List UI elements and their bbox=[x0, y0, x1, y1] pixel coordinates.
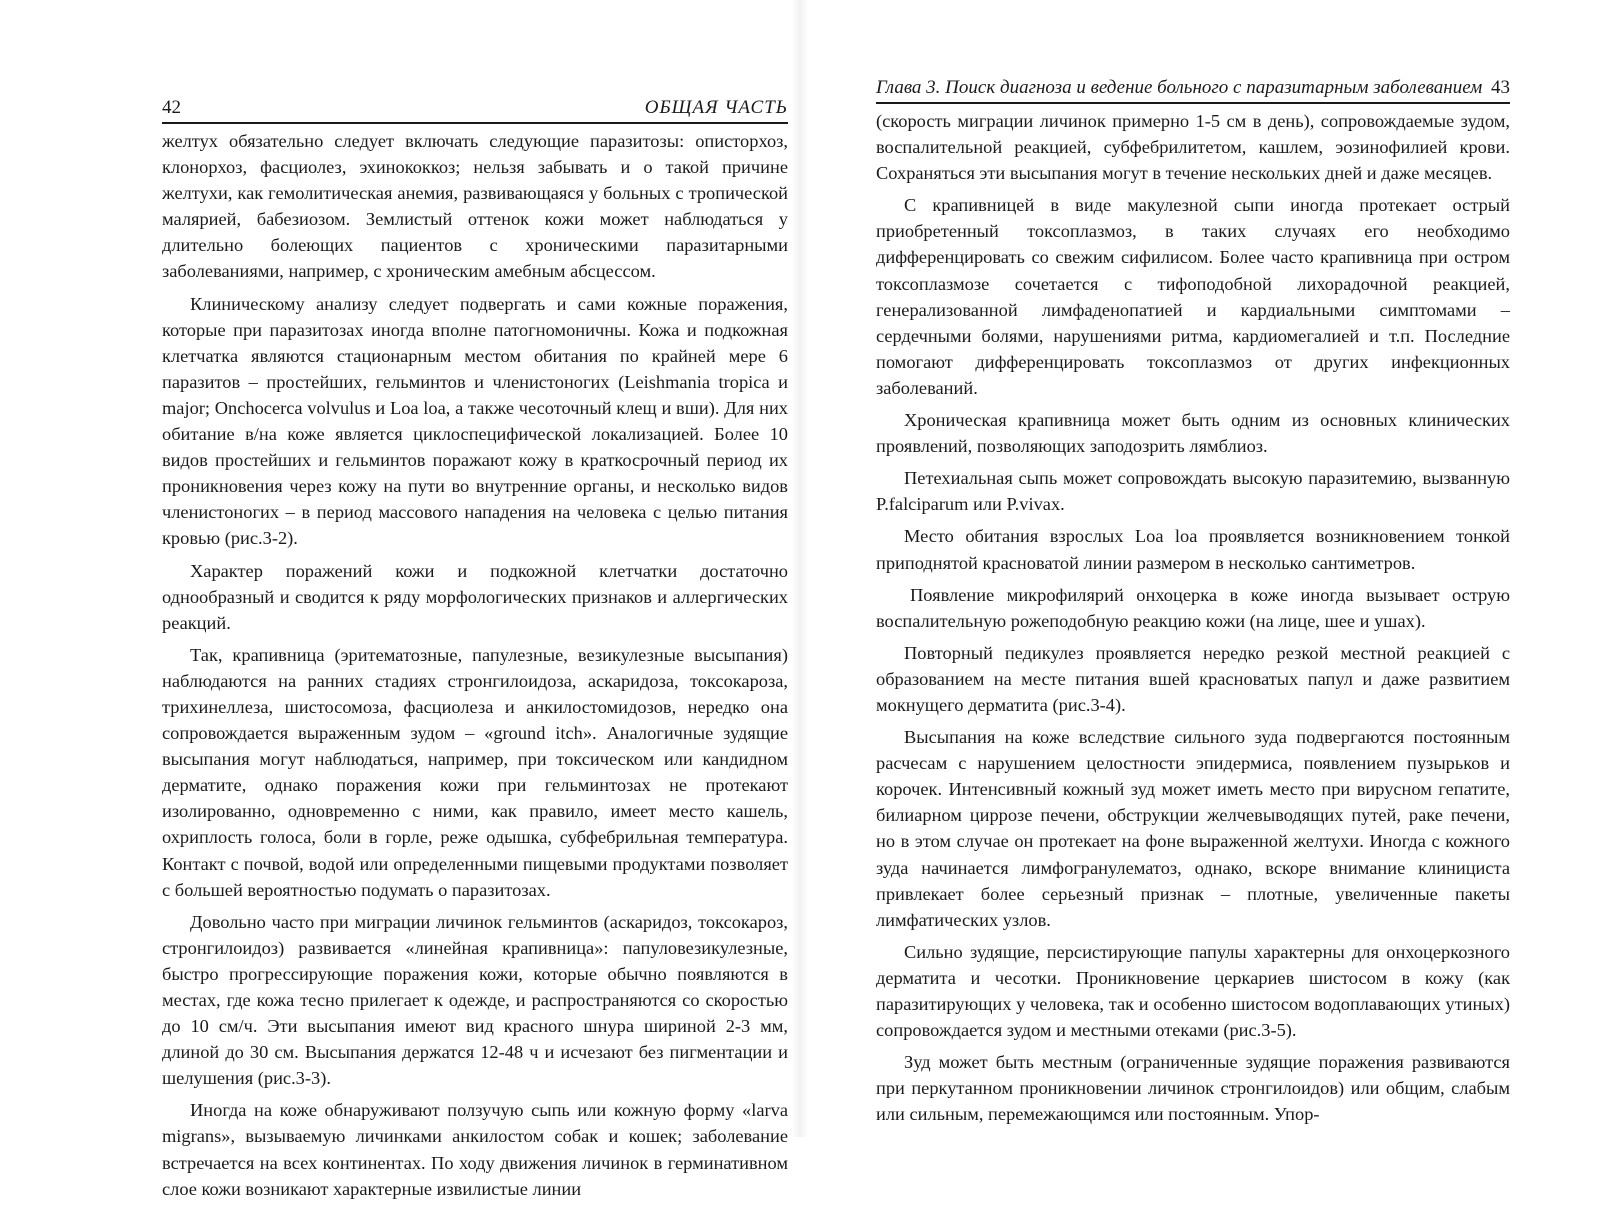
paragraph: Петехиальная сыпь может сопровождать высокую паразитемию, вызванную P.falciparum или P.vivax. bbox=[876, 468, 1510, 515]
paragraph: желтух обязательно следует включать следующие паразитозы: описторхоз, клонорхоз, фасциолез, эхинококкоз; нельзя забывать и о такой причине желтухи, как гемолитическая анемия, развивающаяся у больных с тропической малярией, бабезиозом. Землистый оттенок кожи может наблюдаться у длительно болеющих пациентов с хроническими паразитарными заболеваниями, например, с хроническим амебным абсцессом. bbox=[162, 131, 788, 282]
left-page-header bbox=[162, 96, 788, 124]
right-page bbox=[800, 0, 1600, 1137]
paragraph: Сильно зудящие, персистирующие папулы характерны для онхоцеркозного дерматита и чесотки. Проникновение церкариев шистосом в кожу (как паразитирующих у человека, так и особенно шистосом водоплавающих утиных) сопровождается зудом и местными отеками (рис.3-5). bbox=[876, 941, 1510, 1041]
paragraph: Повторный педикулез проявляется нередко резкой местной реакцией с образованием на месте питания вшей красноватых папул и даже развитием мокнущего дерматита (рис.3-4). bbox=[876, 642, 1510, 715]
paragraph: Так, крапивница (эритематозные, папулезные, везикулезные высыпания) наблюдаются на ранних стадиях стронгилоидоза, аскаридоза, токсокароза, трихинеллеза, шистосомоза, фасциолеза и анкилостомидозов, нередко она сопровождается выраженным зудом – «ground itch». Аналогичные зудящие высыпания могут наблюдаться, например, при токсическом или кандидном дерматите, однако поражения кожи при гельминтозах не протекают изолированно, одновременно с ними, как правило, имеет место кашель, охриплость голоса, боли в горле, реже одышка, субфебрильная температура. Контакт с почвой, водой или определенными пищевыми продуктами позволяет с большей вероятностью подумать о паразитозах. bbox=[162, 644, 788, 900]
paragraph: Высыпания на коже вследствие сильного зуда подвергаются постоянным расчесам с нарушением целостности эпидермиса, появлением пузырьков и корочек. Интенсивный кожный зуд может иметь место при вирусном гепатите, билиарном циррозе печени, обструкции желчевыводящих путей, раке печени, но в этом случае он протекает на фоне выраженной желтухи. Иногда с кожного зуда начинается лимфогранулематоз, однако, вскоре внимание клинициста привлекает более серьезный признак – плотные, увеличенные пакеты лимфатических узлов. bbox=[876, 727, 1510, 930]
right-page-header bbox=[876, 76, 1510, 104]
paragraph: Характер поражений кожи и подкожной клетчатки достаточно однообразный и сводится к ряду морфологических признаков и аллергических реакций. bbox=[162, 560, 788, 633]
paragraph: Зуд может быть местным (ограниченные зудящие поражения развиваются при перкутанном проникновении личинок стронгилоидов) или общим, слабым или сильным, перемежающимся или постоянным. Упор- bbox=[876, 1052, 1510, 1125]
paragraph: Клиническому анализу следует подвергать и сами кожные поражения, которые при паразитозах иногда вполне патогномоничны. Кожа и подкожная клетчатка являются стационарным местом обитания по крайней мере 6 паразитов – простейших, гельминтов и членистоногих (Leishmania tropica и major; Onchocerca volvulus и Loa loa, а также чесоточный клещ и вши). Для них обитание в/на коже является циклоспецифической локализацией. Более 10 видов простейших и гельминтов поражают кожу в краткосрочный период их проникновения через кожу на пути во внутренние органы, и несколько видов членистоногих – в период массового нападения на человека с целью питания кровью (рис.3-2). bbox=[162, 293, 788, 549]
paragraph: Место обитания взрослых Loa loa проявляется возникновением тонкой приподнятой красноватой линии размером в несколько сантиметров. bbox=[876, 526, 1510, 573]
paragraph: Иногда на коже обнаруживают ползучую сыпь или кожную форму «larva migrans», вызываемую личинками анкилостом собак и кошек; заболевание встречается на всех континентах. По ходу движения личинок в герминативном слое кожи возникают характерные извилистые линии bbox=[162, 1100, 788, 1199]
right-page-body bbox=[876, 108, 1510, 1133]
left-page-body bbox=[162, 128, 788, 1208]
right-running-title: Глава 3. Поиск диагноза и ведение больного с паразитарным заболеванием bbox=[876, 77, 1483, 98]
paragraph: С крапивницей в виде макулезной сыпи иногда протекает острый приобретенный токсоплазмоз, в таких случаях его необходимо дифференцировать со свежим сифилисом. Более часто крапивница при остром токсоплазмозе сочетается с тифоподобной лихорадочной реакцией, генерализованной лимфаденопатией и кардиальными симптомами – сердечными болями, нарушениями ритма, кардиомегалией и т.п. Последние помогают дифференцировать токсоплазмоз от других инфекционных заболеваний. bbox=[876, 195, 1510, 398]
paragraph: (скорость миграции личинок примерно 1-5 см в день), сопровождаемые зудом, воспалительной реакцией, субфебрилитетом, кашлем, эозинофилией крови. Сохраняться эти высыпания могут в течение нескольких дней и даже месяцев. bbox=[876, 111, 1510, 184]
left-page bbox=[0, 0, 800, 1199]
paragraph: Появление микрофилярий онхоцерка в коже иногда вызывает острую воспалительную рожеподобную реакцию кожи (на лице, шее и ушах). bbox=[876, 584, 1510, 631]
paragraph: Довольно часто при миграции личинок гельминтов (аскаридоз, токсокароз, стронгилоидоз) развивается «линейная крапивница»: папуловезикулезные, быстро прогрессирующие поражения кожи, которые обычно появляются в местах, где кожа тесно прилегает к одежде, и распространяются со скоростью до 10 см/ч. Эти высыпания имеют вид красного шнура шириной 2-3 мм, длиной до 30 см. Высыпания держатся 12-48 ч и исчезают без пигментации и шелушения (рис.3-3). bbox=[162, 911, 788, 1089]
right-page-number: 43 bbox=[1491, 77, 1510, 98]
left-running-title: ОБЩАЯ ЧАСТЬ bbox=[644, 97, 788, 118]
paragraph: Хроническая крапивница может быть одним из основных клинических проявлений, позволяющих заподозрить лямблиоз. bbox=[876, 410, 1510, 457]
left-page-number: 42 bbox=[162, 97, 181, 118]
